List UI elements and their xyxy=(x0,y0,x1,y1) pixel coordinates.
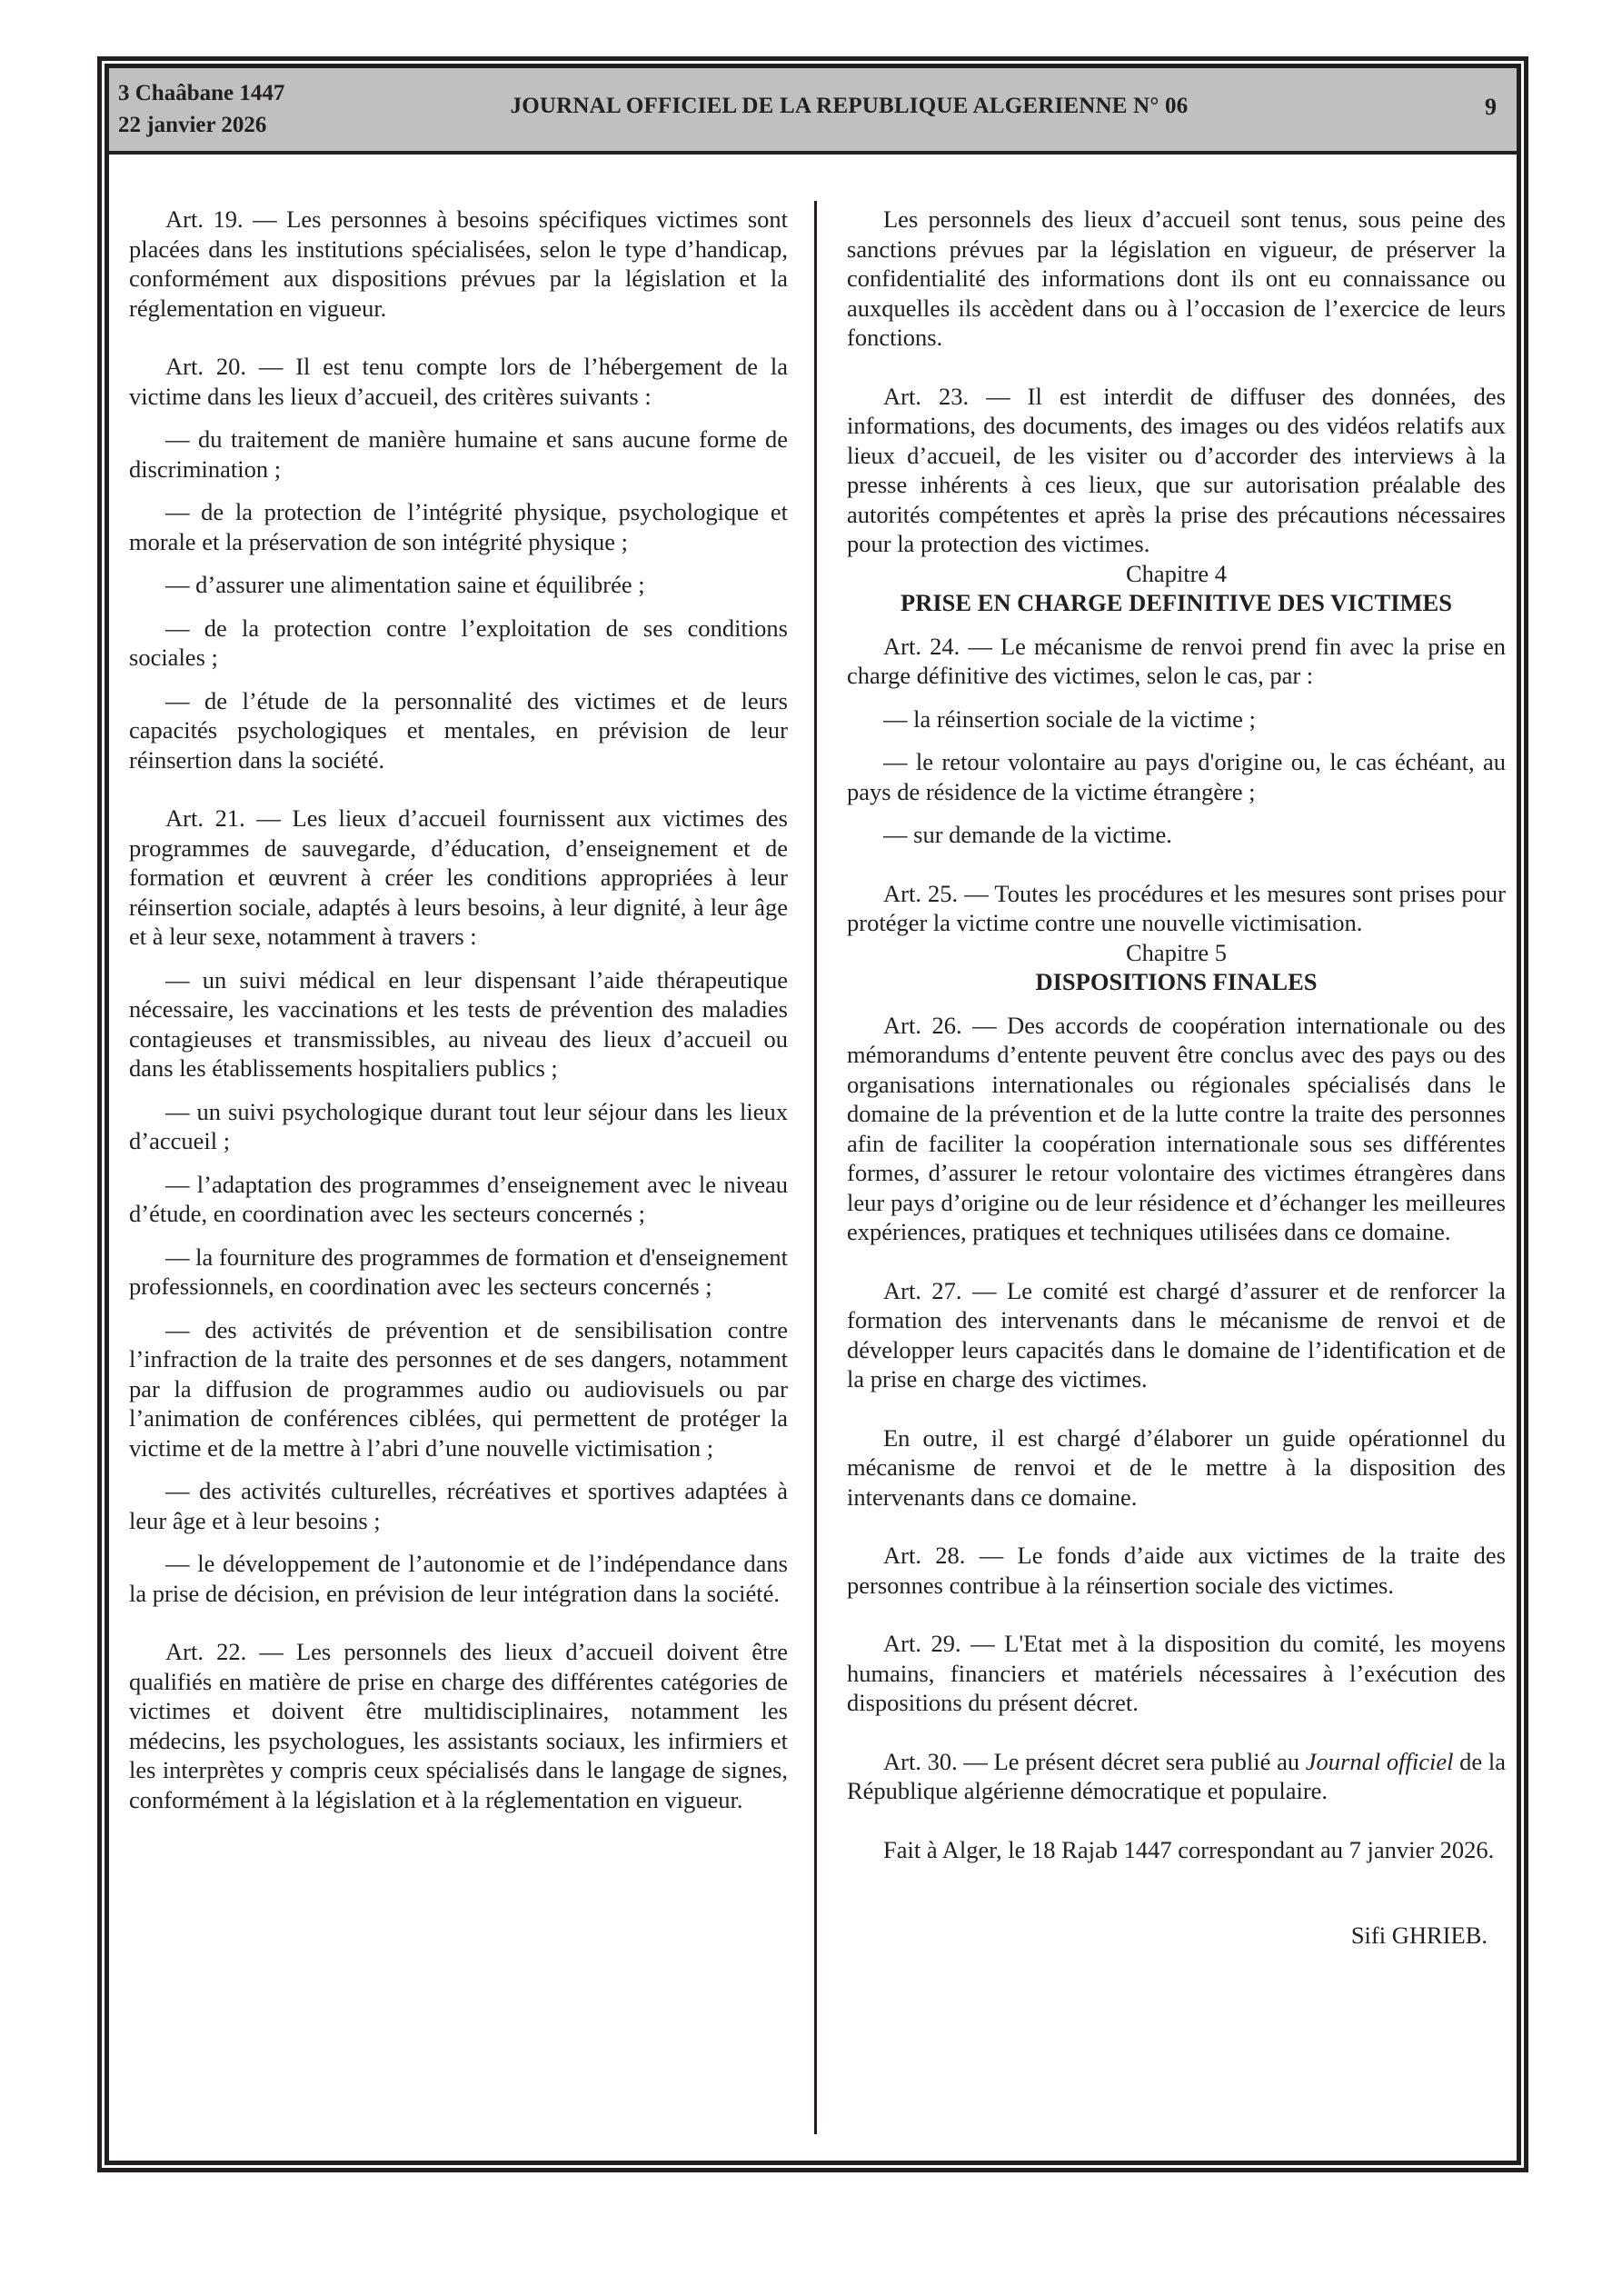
article-27-continued: En outre, il est chargé d’élaborer un guide opérationnel du mécanisme de renvoi et de le mettre à la disposition des intervenants dans ce domaine. xyxy=(847,1423,1506,1511)
article-22: Art. 22. — Les personnels des lieux d’accueil doivent être qualifiés en matière de prise en charge des différentes catégories de victimes et doivent être multidisciplinaires, notamment les médecins, les psychologues, les assistants sociaux, les infirmiers et les interprètes y compris ceux spécialisés dans le langage de signes, conformément à la législation et à la réglementation en vigueur. xyxy=(129,1638,788,1813)
article-24: Art. 24. — Le mécanisme de renvoi prend fin avec la prise en charge définitive des victimes, selon le cas, par : xyxy=(847,632,1506,689)
article-21-item: — l’adaptation des programmes d’enseignement avec le niveau d’étude, en coordination avec les secteurs concernés ; xyxy=(129,1170,788,1227)
article-21: Art. 21. — Les lieux d’accueil fournissent aux victimes des programmes de sauvegarde, d’éducation, d’enseignement et de formation et œuvrent à créer les conditions appropriées à leur réinsertion sociale, adaptés à leurs besoins, à leur dignité, à leur âge et à leur sexe, notamment à travers : xyxy=(129,804,788,950)
header-gregorian-date: 22 janvier 2026 xyxy=(118,113,267,137)
signature: Sifi GHRIEB. xyxy=(1350,1922,1488,1949)
chapter-5-label: Chapitre 5 xyxy=(1125,938,1228,966)
article-29: Art. 29. — L'Etat met à la disposition du comité, les moyens humains, financiers et matériels nécessaires à l’exécution des dispositions du présent décret. xyxy=(847,1630,1506,1716)
column-divider xyxy=(814,201,817,2134)
header-hijri-date: 3 Chaâbane 1447 xyxy=(118,81,285,105)
journal-officiel-italic: Journal officiel xyxy=(1305,1747,1454,1775)
article-21-item: — un suivi médical en leur dispensant l’aide thérapeutique nécessaire, les vaccinations et les tests de prévention des maladies contagieuses et transmissibles, au niveau des lieux d’accueil ou dans les établissements hospitaliers publics ; xyxy=(129,965,788,1082)
article-21-item: — la fourniture des programmes de formation et d'enseignement professionnels, en coordination avec les secteurs concernés ; xyxy=(129,1243,788,1300)
article-20-item: — du traitement de manière humaine et sans aucune forme de discrimination ; xyxy=(129,425,788,483)
page-frame-inner xyxy=(104,64,1521,2165)
left-column xyxy=(129,205,788,1814)
article-20-item: — de l’étude de la personnalité des victimes et de leurs capacités psychologiques et mentales, en prévision de leur réinsertion dans la société. xyxy=(129,686,788,774)
article-24-item: — le retour volontaire au pays d'origine ou, le cas échéant, au pays de résidence de la victime étrangère ; xyxy=(847,748,1506,805)
chapter-4-label: Chapitre 4 xyxy=(1125,559,1228,587)
page-frame-outer xyxy=(97,56,1528,2172)
article-22-continued: Les personnels des lieux d’accueil sont tenus, sous peine des sanctions prévues par la législation en vigueur, de préserver la confidentialité des informations dont ils ont eu connaissance ou auxquelles ils accèdent dans ou à l’occasion de l’exercice de leurs fonctions. xyxy=(847,205,1506,351)
header-title-wrap xyxy=(109,94,1517,119)
article-20: Art. 20. — Il est tenu compte lors de l’hébergement de la victime dans les lieux d’accueil, des critères suivants : xyxy=(129,353,788,410)
page-number: 9 xyxy=(1485,94,1497,120)
article-21-item: — le développement de l’autonomie et de l’indépendance dans la prise de décision, en prévision de leur intégration dans la société. xyxy=(129,1550,788,1607)
article-21-item: — des activités culturelles, récréatives et sportives adaptées à leur âge et à leur besoins ; xyxy=(129,1477,788,1534)
article-30-suffix: de la République algérienne démocratique et populaire. xyxy=(847,1747,1506,1804)
chapter-4-title: PRISE EN CHARGE DEFINITIVE DES VICTIMES xyxy=(901,589,1452,616)
article-24-item: — sur demande de la victime. xyxy=(883,821,1172,848)
article-21-item: — des activités de prévention et de sensibilisation contre l’infraction de la traite des personnes et de ses dangers, notamment par la diffusion de programmes audio ou audiovisuels ou par l’animation de conférences ciblées, qui permettent de protéger la victime et de la mettre à l’abri d’une nouvelle victimisation ; xyxy=(129,1315,788,1462)
article-27: Art. 27. — Le comité est chargé d’assurer et de renforcer la formation des intervenants dans le mécanisme de renvoi et de développer leurs capacités dans le domaine de l’identification et de la prise en charge des victimes. xyxy=(847,1276,1506,1393)
journal-header xyxy=(109,68,1517,155)
article-30 xyxy=(847,1747,1506,1806)
done-at-statement: Fait à Alger, le 18 Rajab 1447 correspondant au 7 janvier 2026. xyxy=(883,1835,1495,1863)
article-20-item: — de la protection contre l’exploitation de ses conditions sociales ; xyxy=(129,614,788,671)
header-title: JOURNAL OFFICIEL DE LA REPUBLIQUE ALGERIENNE N° 06 xyxy=(510,94,1189,118)
article-25: Art. 25. — Toutes les procédures et les mesures sont prises pour protéger la victime contre une nouvelle victimisation. xyxy=(847,879,1506,936)
article-24-item: — la réinsertion sociale de la victime ; xyxy=(883,704,1256,733)
article-21-item: — un suivi psychologique durant tout leur séjour dans les lieux d’accueil ; xyxy=(129,1097,788,1154)
article-28: Art. 28. — Le fonds d’aide aux victimes de la traite des personnes contribue à la réinsertion sociale des victimes. xyxy=(847,1542,1506,1599)
article-30-prefix: Art. 30. — Le présent décret sera publié au xyxy=(883,1747,1306,1775)
right-column xyxy=(847,205,1506,1951)
article-23: Art. 23. — Il est interdit de diffuser des données, des informations, des documents, des images ou des vidéos relatifs aux lieux d’accueil, de les visiter ou d’accorder des interviews à la presse inhérents à ces lieux, que sur autorisation préalable des autorités compétentes et après la prise des précautions nécessaires pour la protection des victimes. xyxy=(847,382,1506,557)
article-19: Art. 19. — Les personnes à besoins spécifiques victimes sont placées dans les institutions spécialisées, selon le type d’handicap, conformément aux dispositions prévues par la législation et la réglementation en vigueur. xyxy=(129,205,788,322)
article-20-item: — d’assurer une alimentation saine et équilibrée ; xyxy=(165,571,645,598)
article-20-item: — de la protection de l’intégrité physique, psychologique et morale et la préservation de son intégrité physique ; xyxy=(129,498,788,555)
article-26: Art. 26. — Des accords de coopération internationale ou des mémorandums d’entente peuvent être conclus avec des pays ou des organisations internationales ou régionales spécialisés dans le domaine de la prévention et de la lutte contre la traite des personnes afin de faciliter la coopération internationale sous ses différentes formes, d’assurer le retour volontaire des victimes étrangères dans leur pays d’origine ou de leur résidence et d’échanger les meilleures expériences, pratiques et techniques utilisées dans ce domaine. xyxy=(847,1011,1506,1245)
chapter-5-title: DISPOSITIONS FINALES xyxy=(1035,968,1318,995)
